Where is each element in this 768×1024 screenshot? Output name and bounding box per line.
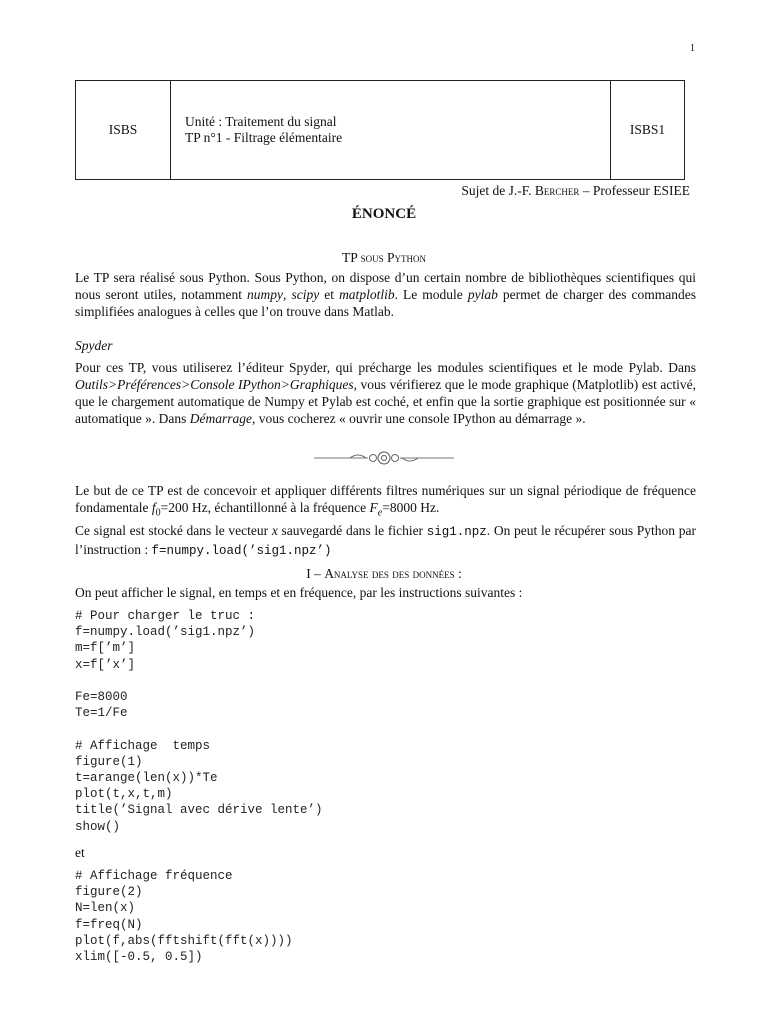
spyder-heading: Spyder	[75, 338, 113, 353]
code-block-frequency: # Affichage fréquence figure(2) N=len(x) f=freq(N) plot(f,abs(fftshift(fft(x)))) xlim([-0.5, 0.5])	[75, 869, 293, 965]
code-block-time: # Pour charger le truc : f=numpy.load(’sig1.npz’) m=f[’m’] x=f[’x’] Fe=8000 Te=1/Fe # Affichage temps figure(1) t=arange(len(x))*Te plot(t,x,t,m) title(’Signal avec dérive lente’) show()	[75, 609, 323, 834]
analysis-intro: On peut afficher le signal, en temps et en fréquence, par les instructions suivantes :	[75, 585, 523, 600]
header-tp: TP n°1 - Filtrage élémentaire	[185, 130, 343, 145]
document-title: ÉNONCÉ	[351, 206, 417, 222]
author-line: Sujet de J.-F. Bercher – Professeur ESIEE	[461, 183, 690, 198]
conjunction-et: et	[75, 845, 85, 860]
header-unit: Unité : Traitement du signal	[185, 114, 337, 129]
header-course	[171, 81, 611, 180]
intro-paragraph: Le TP sera réalisé sous Python. Sous Python, on dispose d’un certain nombre de bibliothèques scientifiques qui nous seront utiles, notamment numpy, scipy et matplotlib. Le module pylab permet de charger des commandes simplifiées analogues à celles que l’on trouve dans Matlab.	[75, 270, 696, 319]
section-title-python: TP sous Python	[341, 250, 427, 265]
header-school: ISBS	[76, 81, 171, 180]
section-title-analysis: I – Analyse des des données :	[306, 566, 462, 581]
header-code: ISBS1	[611, 81, 685, 180]
page-number: 1	[690, 43, 695, 54]
goal-paragraph: Le but de ce TP est de concevoir et appliquer différents filtres numériques sur un signal périodique de fréquence fondamentale $f_0=200$ Hz, échantillonné à la fréquence $F_e=8000$ Hz. Ce signal est stocké dans le vecteur x sauvegardé dans le fichier sig1.npz. On peut le récupérer sous Python par l’instruction : f=numpy.load(’sig1.npz’)	[75, 483, 696, 558]
ornament-divider	[310, 449, 458, 467]
spyder-paragraph: Pour ces TP, vous utiliserez l’éditeur Spyder, qui précharge les modules scientifiques et le mode Pylab. Dans Outils>Préférences>Console IPython>Graphiques, vous vérifierez que le mode graphique (Matplotlib) est activé, que le chargement automatique de Numpy et Pylab est coché, et enfin que la sortie graphique est positionnée sur « automatique ». Dans Démarrage, vous cocherez « ouvrir une console IPython au démarrage ».	[75, 360, 696, 426]
header-table	[75, 80, 685, 180]
